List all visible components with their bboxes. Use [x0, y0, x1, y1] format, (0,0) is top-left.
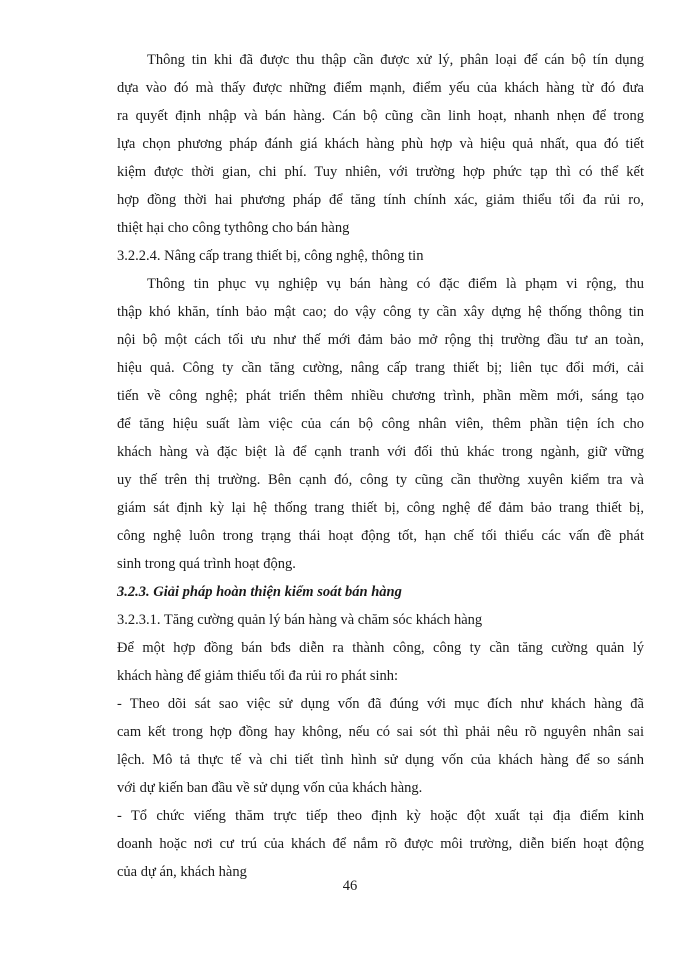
paragraph-p2-line-2: thập khó khăn, tính bảo mật cao; do vậy công ty cần xây dựng hệ thống thông tin	[117, 304, 644, 320]
paragraph-p2-line-1: Thông tin phục vụ nghiệp vụ bán hàng có đặc điểm là phạm vi rộng, thu	[147, 276, 644, 292]
paragraph-p1-line-5: kiệm được thời gian, chi phí. Tuy nhiên, với trường hợp phức tạp thì có thể kết	[117, 164, 644, 180]
paragraph-p1-line-1: Thông tin khi đã được thu thập cần được xử lý, phân loại để cán bộ tín dụng	[147, 52, 644, 68]
paragraph-p5-line-2: doanh hoặc nơi cư trú của khách để nắm rõ được môi trường, diễn biến hoạt động	[117, 836, 644, 852]
paragraph-p2-line-7: khách hàng và đặc biệt là để cạnh tranh với đối thủ khác trong ngành, giữ vững	[117, 444, 644, 460]
paragraph-p1-line-7: thiệt hại cho công tythông cho bán hàng	[117, 220, 350, 236]
paragraph-p2-line-6: để tăng hiệu suất làm việc của cán bộ công nhân viên, thêm phần tiện ích cho	[117, 416, 644, 432]
heading-h2: 3.2.3. Giải pháp hoàn thiện kiểm soát bán hàng	[117, 584, 402, 600]
paragraph-p1-line-4: lựa chọn phương pháp đánh giá khách hàng phù hợp và hiệu quả nhất, qua đó tiết	[117, 136, 644, 152]
paragraph-p4-line-1: - Theo dõi sát sao việc sử dụng vốn đã đúng với mục đích như khách hàng đã	[117, 696, 644, 712]
paragraph-p5-line-1: - Tổ chức viếng thăm trực tiếp theo định kỳ hoặc đột xuất tại địa điểm kinh	[117, 808, 644, 824]
page-number: 46	[342, 878, 358, 894]
paragraph-p3-line-2: khách hàng để giảm thiểu tối đa rủi ro phát sinh:	[117, 668, 399, 684]
paragraph-p1-line-2: dựa vào đó mà thấy được những điểm mạnh, điểm yếu của khách hàng từ đó đưa	[117, 80, 644, 96]
paragraph-p5-line-3: của dự án, khách hàng	[117, 864, 247, 880]
paragraph-p4-line-2: cam kết trong hợp đồng hay không, nếu có sai sót thì phải nêu rõ nguyên nhân sai	[117, 724, 644, 740]
document-body	[117, 46, 644, 886]
paragraph-p2-line-8: uy thế trên thị trường. Bên cạnh đó, công ty cũng cần thường xuyên kiểm tra và	[117, 472, 644, 488]
paragraph-p4-line-4: với dự kiến ban đầu về sử dụng vốn của khách hàng.	[117, 780, 423, 796]
subheading-h3: 3.2.3.1. Tăng cường quản lý bán hàng và chăm sóc khách hàng	[117, 612, 483, 628]
paragraph-p3-line-1: Để một hợp đồng bán bđs diễn ra thành công, công ty cần tăng cường quản lý	[117, 640, 644, 656]
paragraph-p2-line-9: giám sát định kỳ lại hệ thống trang thiết bị, công nghệ để đảm bảo trang thiết bị,	[117, 500, 644, 516]
paragraph-p1-line-6: hợp đồng thời hai phương pháp để tăng tính chính xác, giảm thiểu tối đa rủi ro,	[117, 192, 644, 208]
paragraph-p4-line-3: lệch. Mô tả thực tế và chi tiết tình hình sử dụng vốn của khách hàng để so sánh	[117, 752, 644, 768]
paragraph-p2-line-5: tiến về công nghệ; phát triển thêm nhiều chương trình, phần mềm mới, sáng tạo	[117, 388, 644, 404]
paragraph-p2-line-4: hiệu quả. Công ty cần tăng cường, nâng cấp trang thiết bị; liên tục đổi mới, cải	[117, 360, 644, 376]
paragraph-p2-line-10: công nghệ luôn trong trạng thái hoạt động tốt, hạn chế tối thiểu các vấn đề phát	[117, 528, 644, 544]
subheading-h1: 3.2.2.4. Nâng cấp trang thiết bị, công nghệ, thông tin	[117, 248, 424, 264]
paragraph-p1-line-3: ra quyết định nhập và bán hàng. Cán bộ cũng cần linh hoạt, nhanh nhẹn để trong	[117, 108, 644, 124]
paragraph-p2-line-3: nội bộ một cách tối ưu như thế mới đảm bảo mở rộng thị trường đầu tư an toàn,	[117, 332, 644, 348]
paragraph-p2-line-11: sinh trong quá trình hoạt động.	[117, 556, 296, 572]
